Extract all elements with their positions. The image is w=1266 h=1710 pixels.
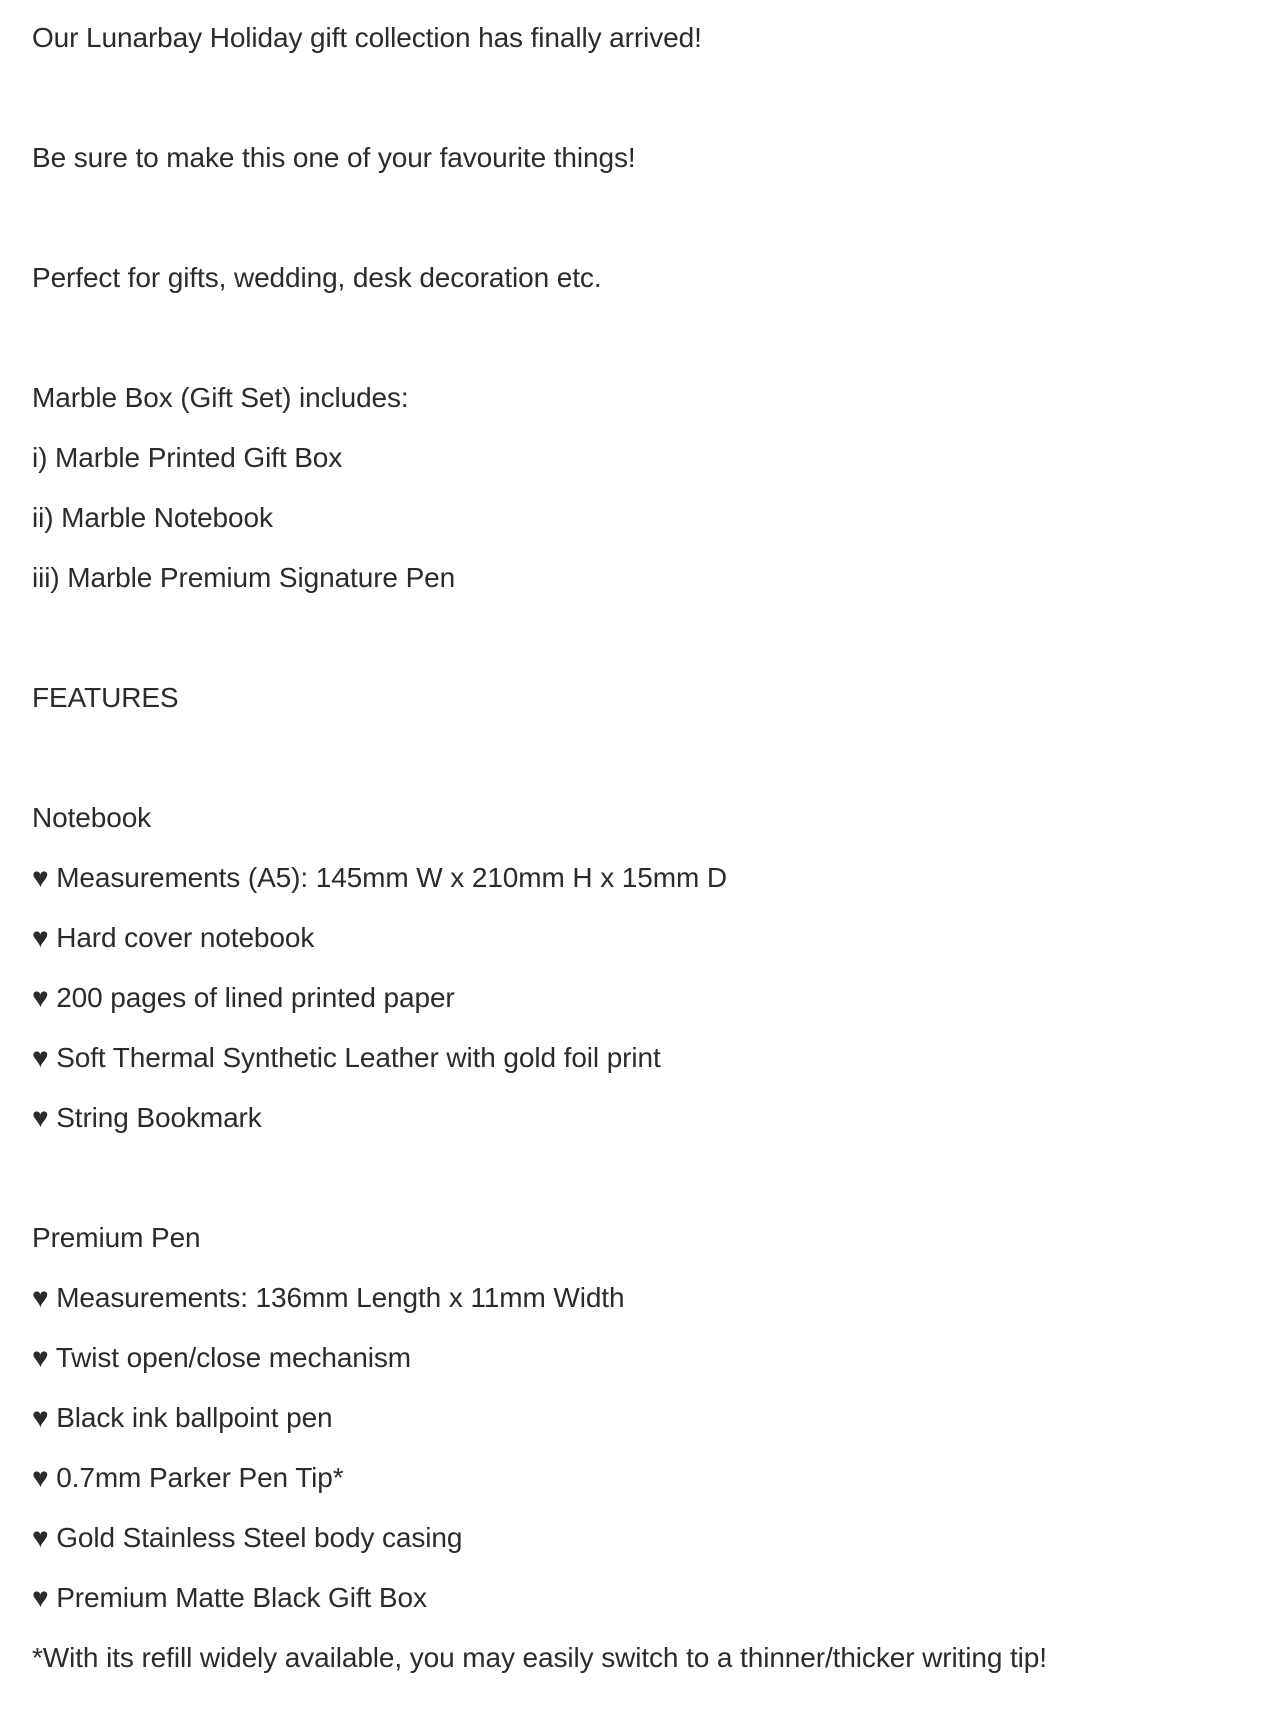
intro-line-1: Our Lunarbay Holiday gift collection has finally arrived! (32, 22, 702, 53)
features-heading: FEATURES (32, 682, 179, 713)
includes-item: iii) Marble Premium Signature Pen (32, 562, 456, 593)
pen-heading: Premium Pen (32, 1222, 201, 1253)
pen-footnote: *With its refill widely available, you may easily switch to a thinner/thicker writing tip! (32, 1642, 1047, 1673)
pen-feature: ♥ Gold Stainless Steel body casing (32, 1522, 463, 1553)
includes-heading: Marble Box (Gift Set) includes: (32, 382, 409, 413)
pen-feature: ♥ Twist open/close mechanism (32, 1342, 412, 1373)
pen-feature: ♥ 0.7mm Parker Pen Tip* (32, 1462, 344, 1493)
notebook-feature: ♥ Measurements (A5): 145mm W x 210mm H x 15mm D (32, 862, 727, 893)
pen-feature: ♥ Black ink ballpoint pen (32, 1402, 333, 1433)
pen-feature: ♥ Measurements: 136mm Length x 11mm Width (32, 1282, 625, 1313)
notebook-feature: ♥ 200 pages of lined printed paper (32, 982, 455, 1013)
includes-item: ii) Marble Notebook (32, 502, 273, 533)
pen-feature: ♥ Premium Matte Black Gift Box (32, 1582, 427, 1613)
intro-line-3: Perfect for gifts, wedding, desk decoration etc. (32, 262, 602, 293)
notebook-feature: ♥ Soft Thermal Synthetic Leather with gold foil print (32, 1042, 661, 1073)
notebook-heading: Notebook (32, 802, 152, 833)
notebook-feature: ♥ Hard cover notebook (32, 922, 315, 953)
includes-item: i) Marble Printed Gift Box (32, 442, 343, 473)
notebook-feature: ♥ String Bookmark (32, 1102, 262, 1133)
intro-line-2: Be sure to make this one of your favourite things! (32, 142, 636, 173)
